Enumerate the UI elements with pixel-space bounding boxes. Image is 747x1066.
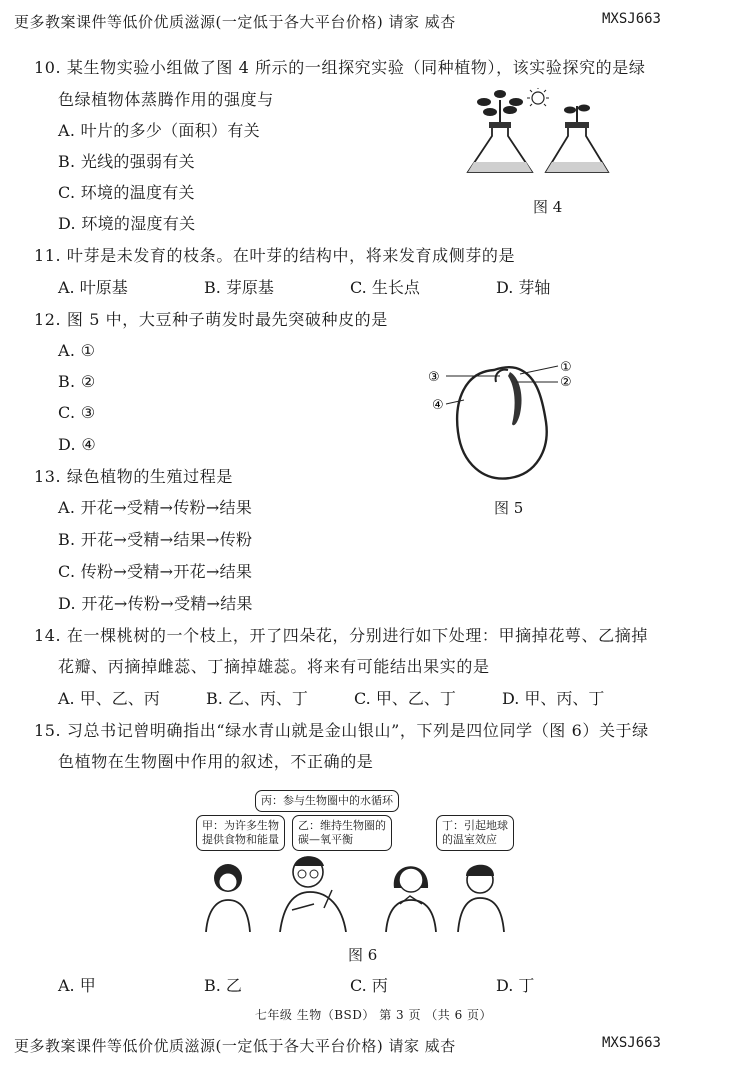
q14-options — [58, 683, 618, 714]
bubble-yi — [292, 815, 392, 851]
q14-stem-line2: 花瓣、丙摘掉雌蕊、丁摘掉雄蕊。将来有可能结出果实的是 — [58, 657, 490, 676]
bubble-ding-line1: 丁：引起地球 — [442, 819, 508, 832]
banner-code: MXSJ663 — [601, 11, 661, 27]
bubble-bing-text: 丙：参与生物圈中的水循环 — [261, 794, 393, 807]
figure-5-soybean-seed — [424, 352, 584, 492]
bottom-banner-text: 更多教案课件等低价优质滋源(一定低于各大平台价格) 请家 威杏 — [14, 1037, 456, 1055]
top-banner — [0, 6, 747, 36]
page-footer: 七年级 生物（BSD） 第 3 页 （共 6 页） — [254, 1008, 493, 1022]
label-3: ③ — [428, 370, 440, 385]
q13-option-c: C. 传粉→受精→开花→结果 — [58, 562, 253, 581]
q11-option-d: D. 芽轴 — [496, 278, 551, 297]
q15-options — [58, 970, 638, 1001]
label-1: ① — [560, 360, 572, 375]
q11-option-a: A. 叶原基 — [58, 278, 128, 297]
q15-option-b: B. 乙 — [204, 976, 242, 995]
q13-option-a: A. 开花→受精→传粉→结果 — [58, 498, 253, 517]
q11-option-b: B. 芽原基 — [204, 278, 274, 297]
label-2: ② — [560, 375, 572, 390]
bubble-jia-line2: 提供食物和能量 — [202, 833, 279, 846]
q10-option-a: A. 叶片的多少（面积）有关 — [58, 121, 260, 140]
q14-option-b: B. 乙、丙、丁 — [206, 689, 308, 708]
q10-stem-line1: 10. 某生物实验小组做了图 4 所示的一组探究实验（同种植物），该实验探究的是绿 — [34, 58, 646, 77]
q14-option-c: C. 甲、乙、丁 — [354, 689, 456, 708]
q12-stem: 12. 图 5 中，大豆种子萌发时最先突破种皮的是 — [34, 310, 388, 329]
q10-option-c: C. 环境的温度有关 — [58, 183, 195, 202]
q13-option-d: D. 开花→传粉→受精→结果 — [58, 594, 253, 613]
q15-stem-line2: 色植物在生物圈中作用的叙述，不正确的是 — [58, 752, 374, 771]
q13-stem: 13. 绿色植物的生殖过程是 — [34, 467, 233, 486]
figure-6-students-illustration — [196, 850, 526, 932]
label-4: ④ — [432, 398, 444, 413]
bubble-jia-line1: 甲：为许多生物 — [202, 819, 279, 832]
bubble-yi-line1: 乙：维持生物圈的 — [298, 819, 386, 832]
q10-option-d: D. 环境的湿度有关 — [58, 214, 196, 233]
q12-option-a: A. ① — [58, 341, 96, 360]
bubble-jia — [196, 815, 285, 851]
q12-option-b: B. ② — [58, 372, 96, 391]
q12-option-c: C. ③ — [58, 403, 96, 422]
bottom-banner-code: MXSJ663 — [601, 1035, 661, 1051]
bottom-banner — [0, 1030, 747, 1060]
figure-4-caption: 图 4 — [533, 198, 563, 216]
figure-6-caption: 图 6 — [348, 946, 378, 964]
bubble-ding — [436, 815, 514, 851]
banner-text: 更多教案课件等低价优质滋源(一定低于各大平台价格) 请家 威杏 — [14, 13, 456, 31]
q10-stem-line2: 色绿植物体蒸腾作用的强度与 — [58, 90, 274, 109]
figure-5-caption: 图 5 — [494, 499, 524, 517]
bubble-ding-line2: 的温室效应 — [442, 833, 497, 846]
q13-option-b: B. 开花→受精→结果→传粉 — [58, 530, 253, 549]
q11-stem: 11. 叶芽是未发育的枝条。在叶芽的结构中，将来发育成侧芽的是 — [34, 246, 516, 265]
bubble-yi-line2: 碳—氧平衡 — [298, 833, 353, 846]
bubble-bing — [255, 790, 399, 812]
q14-option-a: A. 甲、乙、丙 — [58, 689, 160, 708]
q15-option-c: C. 丙 — [350, 976, 388, 995]
q11-option-c: C. 生长点 — [350, 278, 420, 297]
q10-option-b: B. 光线的强弱有关 — [58, 152, 195, 171]
q15-option-d: D. 丁 — [496, 976, 535, 995]
q11-options — [58, 272, 618, 303]
q12-option-d: D. ④ — [58, 435, 96, 454]
q15-option-a: A. 甲 — [58, 976, 96, 995]
q14-stem-line1: 14. 在一棵桃树的一个枝上，开了四朵花，分别进行如下处理：甲摘掉花萼、乙摘掉 — [34, 626, 648, 645]
figure-4-illustration — [462, 88, 622, 184]
q14-option-d: D. 甲、丙、丁 — [502, 689, 605, 708]
q15-stem-line1: 15. 习总书记曾明确指出“绿水青山就是金山银山”，下列是四位同学（图 6）关于绿 — [34, 721, 649, 740]
